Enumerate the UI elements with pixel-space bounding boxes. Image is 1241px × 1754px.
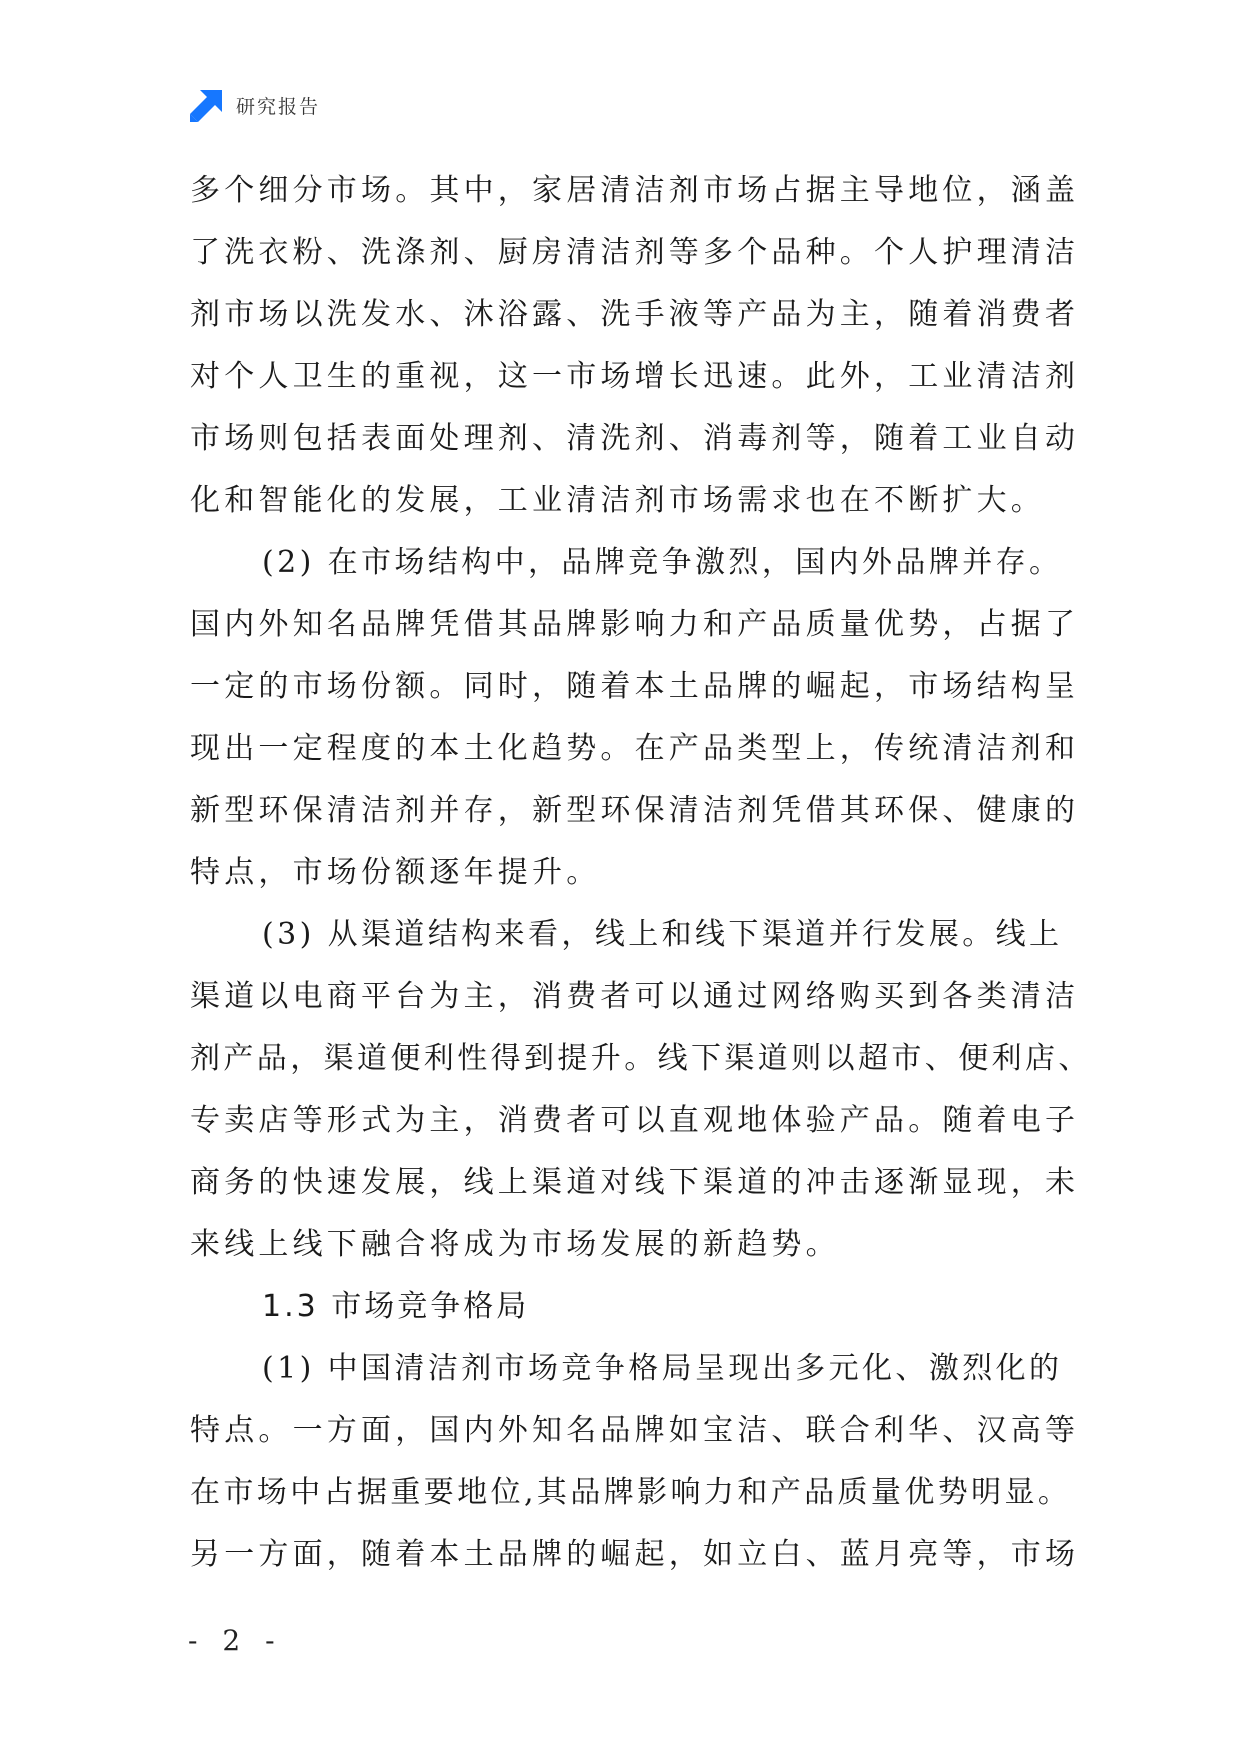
text-line: 一定的市场份额。同时，随着本土品牌的崛起，市场结构呈 xyxy=(190,669,1080,704)
paragraph-start-line: (1) 中国清洁剂市场竞争格局呈现出多元化、激烈化的 xyxy=(262,1351,1063,1386)
text-line: 专卖店等形式为主，消费者可以直观地体验产品。随着电子 xyxy=(190,1103,1080,1138)
text-line: 剂产品，渠道便利性得到提升。线下渠道则以超市、便利店、 xyxy=(190,1041,1092,1076)
text-line: 来线上线下融合将成为市场发展的新趋势。 xyxy=(190,1227,840,1262)
arrow-up-right-icon xyxy=(190,88,224,122)
text-line: 另一方面，随着本土品牌的崛起，如立白、蓝月亮等，市场 xyxy=(190,1537,1080,1572)
text-line: 新型环保清洁剂并存，新型环保清洁剂凭借其环保、健康的 xyxy=(190,793,1080,828)
page-header xyxy=(190,88,320,122)
text-line: 多个细分市场。其中，家居清洁剂市场占据主导地位，涵盖 xyxy=(190,173,1080,208)
text-line: 化和智能化的发展，工业清洁剂市场需求也在不断扩大。 xyxy=(190,483,1045,518)
page-number: - 2 - xyxy=(188,1624,283,1657)
document-body xyxy=(190,160,1092,1586)
text-line: 现出一定程度的本土化趋势。在产品类型上，传统清洁剂和 xyxy=(190,731,1080,766)
text-line: 市场则包括表面处理剂、清洗剂、消毒剂等，随着工业自动 xyxy=(190,421,1080,456)
text-line: 商务的快速发展，线上渠道对线下渠道的冲击逐渐显现，未 xyxy=(190,1165,1080,1200)
text-line: 对个人卫生的重视，这一市场增长迅速。此外，工业清洁剂 xyxy=(190,359,1080,394)
text-line: 渠道以电商平台为主，消费者可以通过网络购买到各类清洁 xyxy=(190,979,1080,1014)
text-line: 特点，市场份额逐年提升。 xyxy=(190,855,601,890)
text-line: 国内外知名品牌凭借其品牌影响力和产品质量优势，占据了 xyxy=(190,607,1080,642)
text-line: 在市场中占据重要地位,其品牌影响力和产品质量优势明显。 xyxy=(190,1475,1072,1510)
text-line: 了洗衣粉、洗涤剂、厨房清洁剂等多个品种。个人护理清洁 xyxy=(190,235,1080,270)
header-title: 研究报告 xyxy=(236,95,321,118)
section-heading: 1.3 市场竞争格局 xyxy=(262,1289,530,1324)
text-line: 特点。一方面，国内外知名品牌如宝洁、联合利华、汉高等 xyxy=(190,1413,1080,1448)
paragraph-start-line: (2) 在市场结构中，品牌竞争激烈，国内外品牌并存。 xyxy=(262,545,1063,580)
text-line: 剂市场以洗发水、沐浴露、洗手液等产品为主，随着消费者 xyxy=(190,297,1080,332)
paragraph-start-line: (3) 从渠道结构来看，线上和线下渠道并行发展。线上 xyxy=(262,917,1063,952)
